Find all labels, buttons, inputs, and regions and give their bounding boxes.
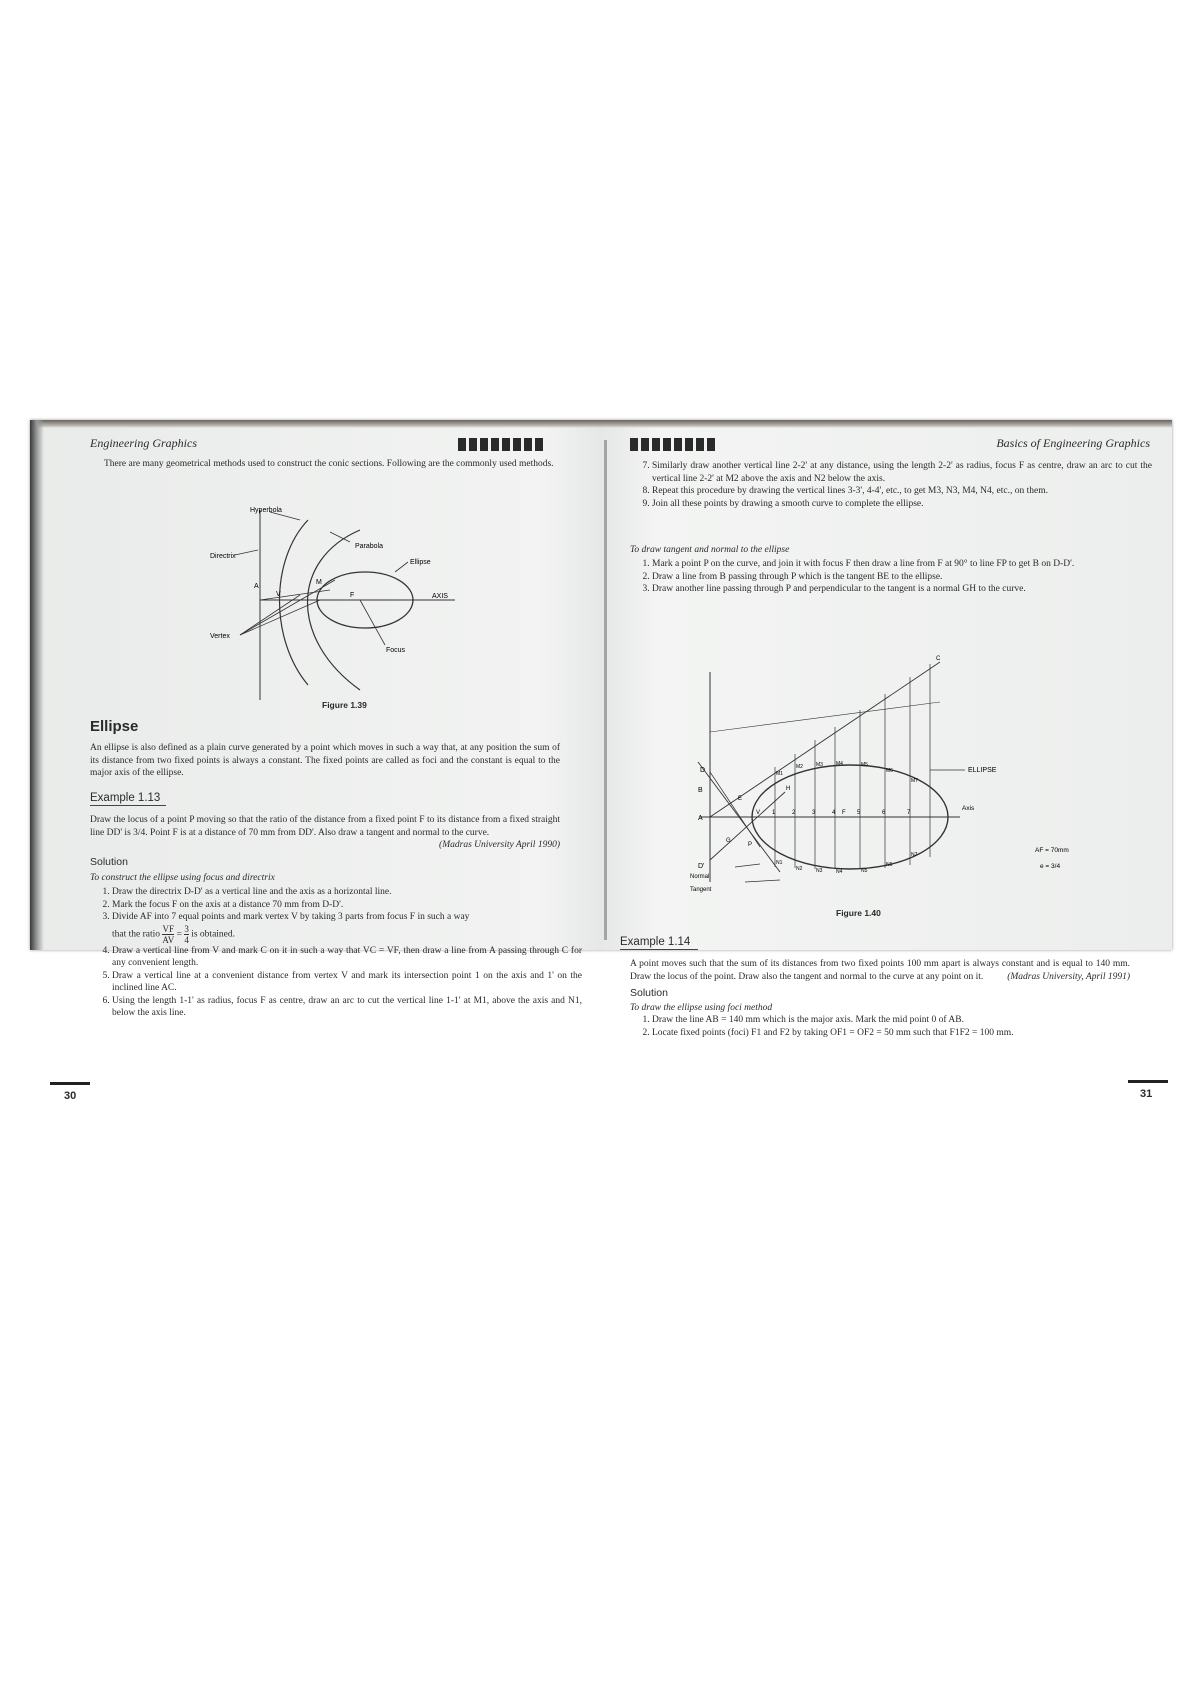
label-n1: N1 — [776, 860, 783, 866]
page-edge — [30, 420, 44, 950]
foci-step-1: 1. Draw the line AB = 140 mm which is the major axis. Mark the mid point 0 of AB. — [652, 1014, 1130, 1027]
left-head-ornament — [458, 438, 543, 451]
label-tangent: Tangent — [690, 887, 712, 893]
steps-list-left — [90, 886, 582, 1020]
foci-step-2: 2. Locate fixed points (foci) F1 and F2 by taking OF1 = OF2 = 50 mm such that F1F2 = 100 mm. — [652, 1027, 1130, 1040]
label-m1: M1 — [776, 771, 783, 777]
ellipse-leader — [395, 562, 408, 572]
hyperbola-curve — [280, 520, 309, 685]
step-6: 6. Using the length 1-1' as radius, focus F as centre, draw an arc to cut the vertical line 1-1' at M1, above the axis and N1, below the axis line. — [112, 995, 582, 1020]
step-3 — [112, 911, 582, 945]
steps-list-right-2 — [630, 1014, 1130, 1039]
step-7: 7. Similarly draw another vertical line 2-2' at any distance, using the length 2-2' as radius, focus F as centre, draw an arc to cut the vertical line 2-2' at M2 above the axis and N2 below the axis. — [652, 460, 1152, 485]
tangent-method-title: To draw tangent and normal to the ellipse — [630, 545, 790, 555]
label-7: 7 — [907, 810, 911, 816]
example-1-14-body: A point moves such that the sum of its distances from two fixed points 100 mm apart is always constant and is equal to 140 mm. Draw the locus of the point. Draw also the tangent and normal to the curve at any point on it. — [630, 959, 1130, 982]
parabola-curve — [308, 530, 361, 690]
label-m6: M6 — [886, 768, 893, 774]
label-parabola: Parabola — [355, 543, 384, 550]
left-page-number: 30 — [64, 1090, 77, 1102]
label-2: 2 — [792, 810, 796, 816]
steps-list-right — [630, 460, 1152, 510]
tangent-step-3: 3. Draw another line passing through P and perpendicular to the tangent is a normal GH to the curve. — [652, 583, 1152, 596]
method-title-right: To draw the ellipse using foci method — [630, 1002, 773, 1013]
tangent-steps-list — [630, 558, 1152, 596]
left-page-number-bar — [50, 1082, 90, 1085]
example-1-14-text — [630, 958, 1130, 983]
label-5: 5 — [857, 810, 861, 816]
ratio-value-denominator: 4 — [184, 934, 189, 945]
vertex-leader-2 — [240, 595, 300, 635]
book-gutter — [604, 440, 607, 940]
label-vertex: Vertex — [210, 633, 230, 640]
label-ellipse: Ellipse — [410, 559, 431, 566]
figure-1-40 — [690, 632, 1110, 902]
label-m4: M4 — [836, 761, 843, 767]
step-8: 8. Repeat this procedure by drawing the vertical lines 3-3', 4-4', etc., to get M3, N3, M4, N4, etc., on them. — [652, 485, 1152, 498]
solution-label-left: Solution — [90, 856, 128, 868]
tangent-step-1: 1. Mark a point P on the curve, and join it with focus F then draw a line from F at 90° to line FP to get B on D-D'. — [652, 558, 1152, 571]
right-head-ornament — [630, 438, 715, 451]
label-focus: Focus — [386, 647, 406, 654]
directrix-leader — [235, 550, 258, 555]
example-1-13-title: Example 1.13 — [90, 792, 166, 806]
label-a2: A — [698, 815, 703, 822]
label-axis: AXIS — [432, 593, 448, 600]
label-d-prime: D' — [698, 863, 705, 870]
ratio-fraction — [162, 924, 174, 945]
label-n4: N4 — [836, 869, 843, 875]
label-4: 4 — [832, 810, 836, 816]
section-title-ellipse: Ellipse — [90, 718, 139, 735]
figure-1-39-caption: Figure 1.39 — [322, 700, 367, 710]
label-h: H — [786, 786, 791, 792]
example-1-13-source: (Madras University April 1990) — [439, 840, 560, 850]
tangent-label-leader — [745, 880, 780, 882]
label-d: D — [700, 767, 706, 774]
focus-leader — [360, 600, 385, 645]
label-af: AF = 70mm — [1035, 847, 1069, 854]
label-e: e = 3/4 — [1040, 863, 1061, 870]
label-b: B — [698, 787, 703, 794]
label-n7: N7 — [911, 852, 918, 858]
label-c: C — [936, 656, 941, 662]
example-1-14-source: (Madras University, April 1991) — [1007, 971, 1130, 982]
step-5: 5. Draw a vertical line at a convenient distance from vertex V and mark its intersection point 1 on the axis and 1' on the inclined line AC. — [112, 970, 582, 995]
label-ellipse2: ELLIPSE — [968, 767, 997, 774]
label-f: F — [350, 592, 355, 599]
label-e-point: E — [738, 796, 743, 802]
right-page — [620, 420, 1152, 950]
method-title-left: To construct the ellipse using focus and directrix — [90, 873, 275, 883]
tangent-step-2: 2. Draw a line from B passing through P which is the tangent BE to the ellipse. — [652, 571, 1152, 584]
right-page-number: 31 — [1140, 1088, 1153, 1100]
step-1: 1. Draw the directrix D-D' as a vertical line and the axis as a horizontal line. — [112, 886, 582, 899]
label-v: V — [276, 591, 281, 598]
intro-paragraph: There are many geometrical methods used to construct the conic sections. Following are the commonly used methods. — [104, 459, 554, 469]
example-1-13-body: Draw the locus of a point P moving so that the ratio of the distance from a fixed point F to its distance from a fixed straight line DD' is 3/4. Point F is at a distance of 70 mm from DD'. Also draw a tangent and normal to the curve. — [90, 815, 560, 838]
left-running-head: Engineering Graphics — [90, 436, 197, 450]
label-1: 1 — [772, 810, 776, 816]
ellipse-definition: An ellipse is also defined as a plain curve generated by a point which moves in such a way that, at any position the sum of its distance from two fixed points is always a constant. The fixed points are called as foci and the constant is equal to the major axis of the ellipse. — [90, 743, 560, 778]
step-3-text: Divide AF into 7 equal points and mark vertex V by taking 3 parts from focus F in such a way — [112, 912, 470, 922]
label-p: P — [748, 842, 753, 848]
example-1-13-text — [90, 814, 560, 852]
label-hyperbola: Hyperbola — [250, 507, 282, 514]
step-2: 2. Mark the focus F on the axis at a distance 70 mm from D-D'. — [112, 899, 582, 912]
label-n6: N6 — [886, 862, 893, 868]
normal-label-leader — [735, 864, 760, 867]
ratio-suffix: is obtained. — [191, 929, 236, 940]
label-g: G — [726, 838, 731, 844]
label-f2: F — [842, 810, 846, 816]
label-m2: M2 — [796, 764, 803, 770]
label-n5: N5 — [861, 868, 868, 874]
label-m7: M7 — [911, 778, 918, 784]
example-1-14-block — [630, 958, 1130, 1039]
left-page — [90, 420, 590, 1018]
step-4: 4. Draw a vertical line from V and mark C on it in such a way that VC = VF, then draw a line from A passing through C for any convenient length. — [112, 945, 582, 970]
right-running-head: Basics of Engineering Graphics — [996, 436, 1150, 450]
label-normal: Normal — [690, 874, 710, 880]
label-axis2: Axis — [962, 805, 975, 812]
label-m: M — [316, 579, 322, 586]
label-directrix: Directrix — [210, 553, 236, 560]
label-6: 6 — [882, 810, 886, 816]
inclined-line-ac — [710, 662, 940, 817]
label-m5: M5 — [861, 762, 868, 768]
solution-label-right: Solution — [630, 987, 668, 999]
step-9: 9. Join all these points by drawing a smooth curve to complete the ellipse. — [652, 498, 1152, 511]
label-n2: N2 — [796, 866, 803, 872]
figure-1-40-caption: Figure 1.40 — [836, 908, 881, 918]
figure-1-39 — [210, 500, 470, 710]
ratio-numerator: VF — [162, 923, 175, 934]
ratio-value-numerator: 3 — [184, 923, 189, 934]
example-1-14-title: Example 1.14 — [620, 936, 698, 950]
ratio-prefix: that the ratio — [112, 929, 161, 940]
label-3: 3 — [812, 810, 816, 816]
label-v2: V — [756, 810, 761, 816]
ratio-denominator: AV — [162, 934, 175, 945]
label-m3: M3 — [816, 762, 823, 768]
label-a: A — [254, 583, 259, 590]
ratio-equals: = — [176, 929, 182, 940]
right-page-number-bar — [1128, 1080, 1168, 1083]
ratio-value-fraction — [184, 924, 189, 945]
axis-guide — [710, 702, 940, 732]
label-n3: N3 — [816, 868, 823, 874]
